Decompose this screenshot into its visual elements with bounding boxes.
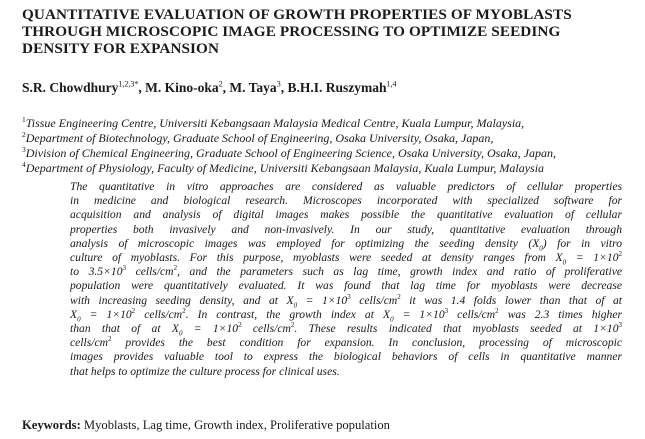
superscript: 2 (182, 306, 186, 315)
author-affiliation-marker: 3 (276, 79, 281, 89)
abstract-text: was 2.3 times higher (498, 307, 623, 321)
abstract-text: cells/cm (241, 322, 291, 336)
abstract-text: cells/cm (70, 336, 108, 350)
superscript: 3 (122, 264, 126, 273)
affiliation (22, 131, 637, 146)
subscript: 0 (178, 329, 183, 338)
superscript: 2 (108, 335, 112, 344)
abstract-text: properties both invasively and non-invasively. In our study, quantitative evaluation through (70, 222, 622, 236)
abstract-line (70, 365, 622, 379)
abstract-text: it was 1.4 folds lower than that of at (400, 293, 622, 307)
affiliation-text: Division of Chemical Engineering, Graduate School of Engineering Science, Osaka University, Osaka, Japan, (25, 146, 556, 160)
affiliation-list (22, 116, 637, 176)
abstract-line (70, 237, 622, 251)
subscript: 0 (390, 315, 394, 324)
superscript: 3 (347, 292, 351, 301)
subscript: 0 (539, 244, 543, 253)
abstract-text: cells/cm (126, 265, 174, 279)
abstract-text: than that of at (70, 322, 172, 336)
author-name: S.R. Chowdhury (22, 80, 119, 95)
abstract-text: with increasing seeding density, and at (70, 293, 287, 307)
superscript: 2 (290, 321, 295, 330)
affiliation-number: 4 (22, 160, 26, 169)
title-line: QUANTITATIVE EVALUATION OF GROWTH PROPERTIES OF MYOBLASTS (22, 6, 572, 23)
author-affiliation-marker: 1,4 (386, 79, 397, 89)
abstract-text: cells/cm (135, 307, 183, 321)
affiliation-text: Department of Physiology, Faculty of Medicine, Universiti Kebangsaan Malaysia, Kuala Lumpur, Malaysia (25, 161, 545, 175)
abstract-text: X (171, 322, 179, 336)
abstract (70, 180, 622, 379)
affiliation (22, 116, 637, 131)
author-affiliation-marker: 1,2,3* (118, 79, 139, 89)
abstract-text: population were quantitatively evaluated. It was found that lag time for myoblasts were decrease (70, 279, 622, 293)
superscript: 3 (444, 306, 449, 315)
abstract-text: cells/cm (350, 293, 398, 307)
author-name: M. Kino-oka (145, 80, 219, 95)
abstract-text: in medicine and biological research. Microscopes incorporated with specialized software for (70, 194, 622, 208)
abstract-line (70, 350, 622, 364)
abstract-text: = 1×10 (566, 251, 619, 265)
abstract-line (70, 194, 622, 208)
abstract-line (70, 180, 622, 194)
subscript: 0 (562, 258, 567, 267)
abstract-text: X (70, 307, 78, 321)
abstract-text: X (555, 251, 563, 265)
paper-title (22, 6, 637, 57)
affiliation-number: 1 (22, 115, 26, 124)
abstract-line (70, 279, 622, 293)
affiliation (22, 146, 637, 161)
author-separator: , (222, 80, 230, 95)
keywords-text: Myoblasts, Lag time, Growth index, Proliferative population (80, 418, 390, 432)
superscript: 2 (397, 292, 401, 301)
abstract-text: provides the best condition for expansion. In conclusion, processing of microscopic (111, 336, 622, 350)
title-line: THROUGH MICROSCOPIC IMAGE PROCESSING TO OPTIMIZE SEEDING (22, 23, 561, 40)
abstract-text: culture of myoblasts. For this purpose, myoblasts were seeded at density ranges from (70, 251, 556, 265)
abstract-line (70, 223, 622, 237)
abstract-text: = 1×10 (182, 322, 239, 336)
abstract-line (70, 294, 622, 308)
keywords-label: Keywords: (22, 418, 81, 432)
superscript: 2 (131, 306, 136, 315)
abstract-text: images provides valuable tool to express the biological behaviors of cells in quantitative manner (70, 350, 622, 364)
abstract-line (70, 322, 622, 336)
abstract-line (70, 208, 622, 222)
superscript: 2 (495, 306, 499, 315)
affiliation-text: Tissue Engineering Centre, Universiti Kebangsaan Malaysia Medical Centre, Kuala Lumpur, Malaysia, (25, 116, 525, 130)
superscript: 2 (173, 264, 178, 273)
abstract-text: cells/cm (448, 307, 496, 321)
author-name: B.H.I. Ruszymah (287, 80, 387, 95)
abstract-text: , and the parameters such as lag time, growth index and ratio of proliferative (177, 265, 622, 279)
affiliation-text: Department of Biotechnology, Graduate School of Engineering, Osaka University, Osaka, Japan, (25, 131, 494, 145)
abstract-line (70, 336, 622, 350)
abstract-text: . These results indicated that myoblasts seeded at 1×10 (294, 322, 619, 336)
abstract-text: analysis of microscopic images was employed for optimizing the seeding density ( (70, 236, 533, 250)
abstract-text: The quantitative in vitro approaches are considered as valuable predictors of cellular properties (70, 180, 622, 193)
superscript: 3 (618, 321, 623, 330)
subscript: 0 (293, 300, 298, 309)
abstract-text: X (286, 293, 294, 307)
superscript: 2 (238, 321, 242, 330)
affiliation-number: 3 (22, 145, 26, 154)
subscript: 0 (77, 315, 81, 324)
affiliation-number: 2 (22, 130, 26, 139)
author-list (22, 80, 637, 96)
author-separator: , (138, 80, 146, 95)
abstract-line (70, 251, 622, 265)
abstract-text: = 1×10 (297, 293, 348, 307)
abstract-text: = 1×10 (80, 307, 132, 321)
abstract-text: X (532, 236, 540, 250)
abstract-line (70, 308, 622, 322)
title-line: DENSITY FOR EXPANSION (22, 40, 220, 57)
abstract-text: to 3.5×10 (70, 265, 123, 279)
abstract-text: . In contrast, the growth index at (185, 307, 383, 321)
author-affiliation-marker: 2 (218, 79, 223, 89)
affiliation (22, 161, 637, 176)
abstract-text: = 1×10 (393, 307, 445, 321)
abstract-text: X (382, 307, 391, 321)
keywords-line (22, 418, 637, 433)
abstract-line (70, 265, 622, 279)
abstract-text: ) for in vitro (542, 236, 622, 250)
superscript: 2 (618, 250, 622, 259)
author-separator: , (280, 80, 288, 95)
abstract-text: that helps to optimize the culture process for clinical uses. (70, 364, 340, 378)
author-name: M. Taya (229, 80, 277, 95)
abstract-text: acquisition and analysis of digital images makes possible the quantitative evaluation of cellular (70, 208, 622, 222)
